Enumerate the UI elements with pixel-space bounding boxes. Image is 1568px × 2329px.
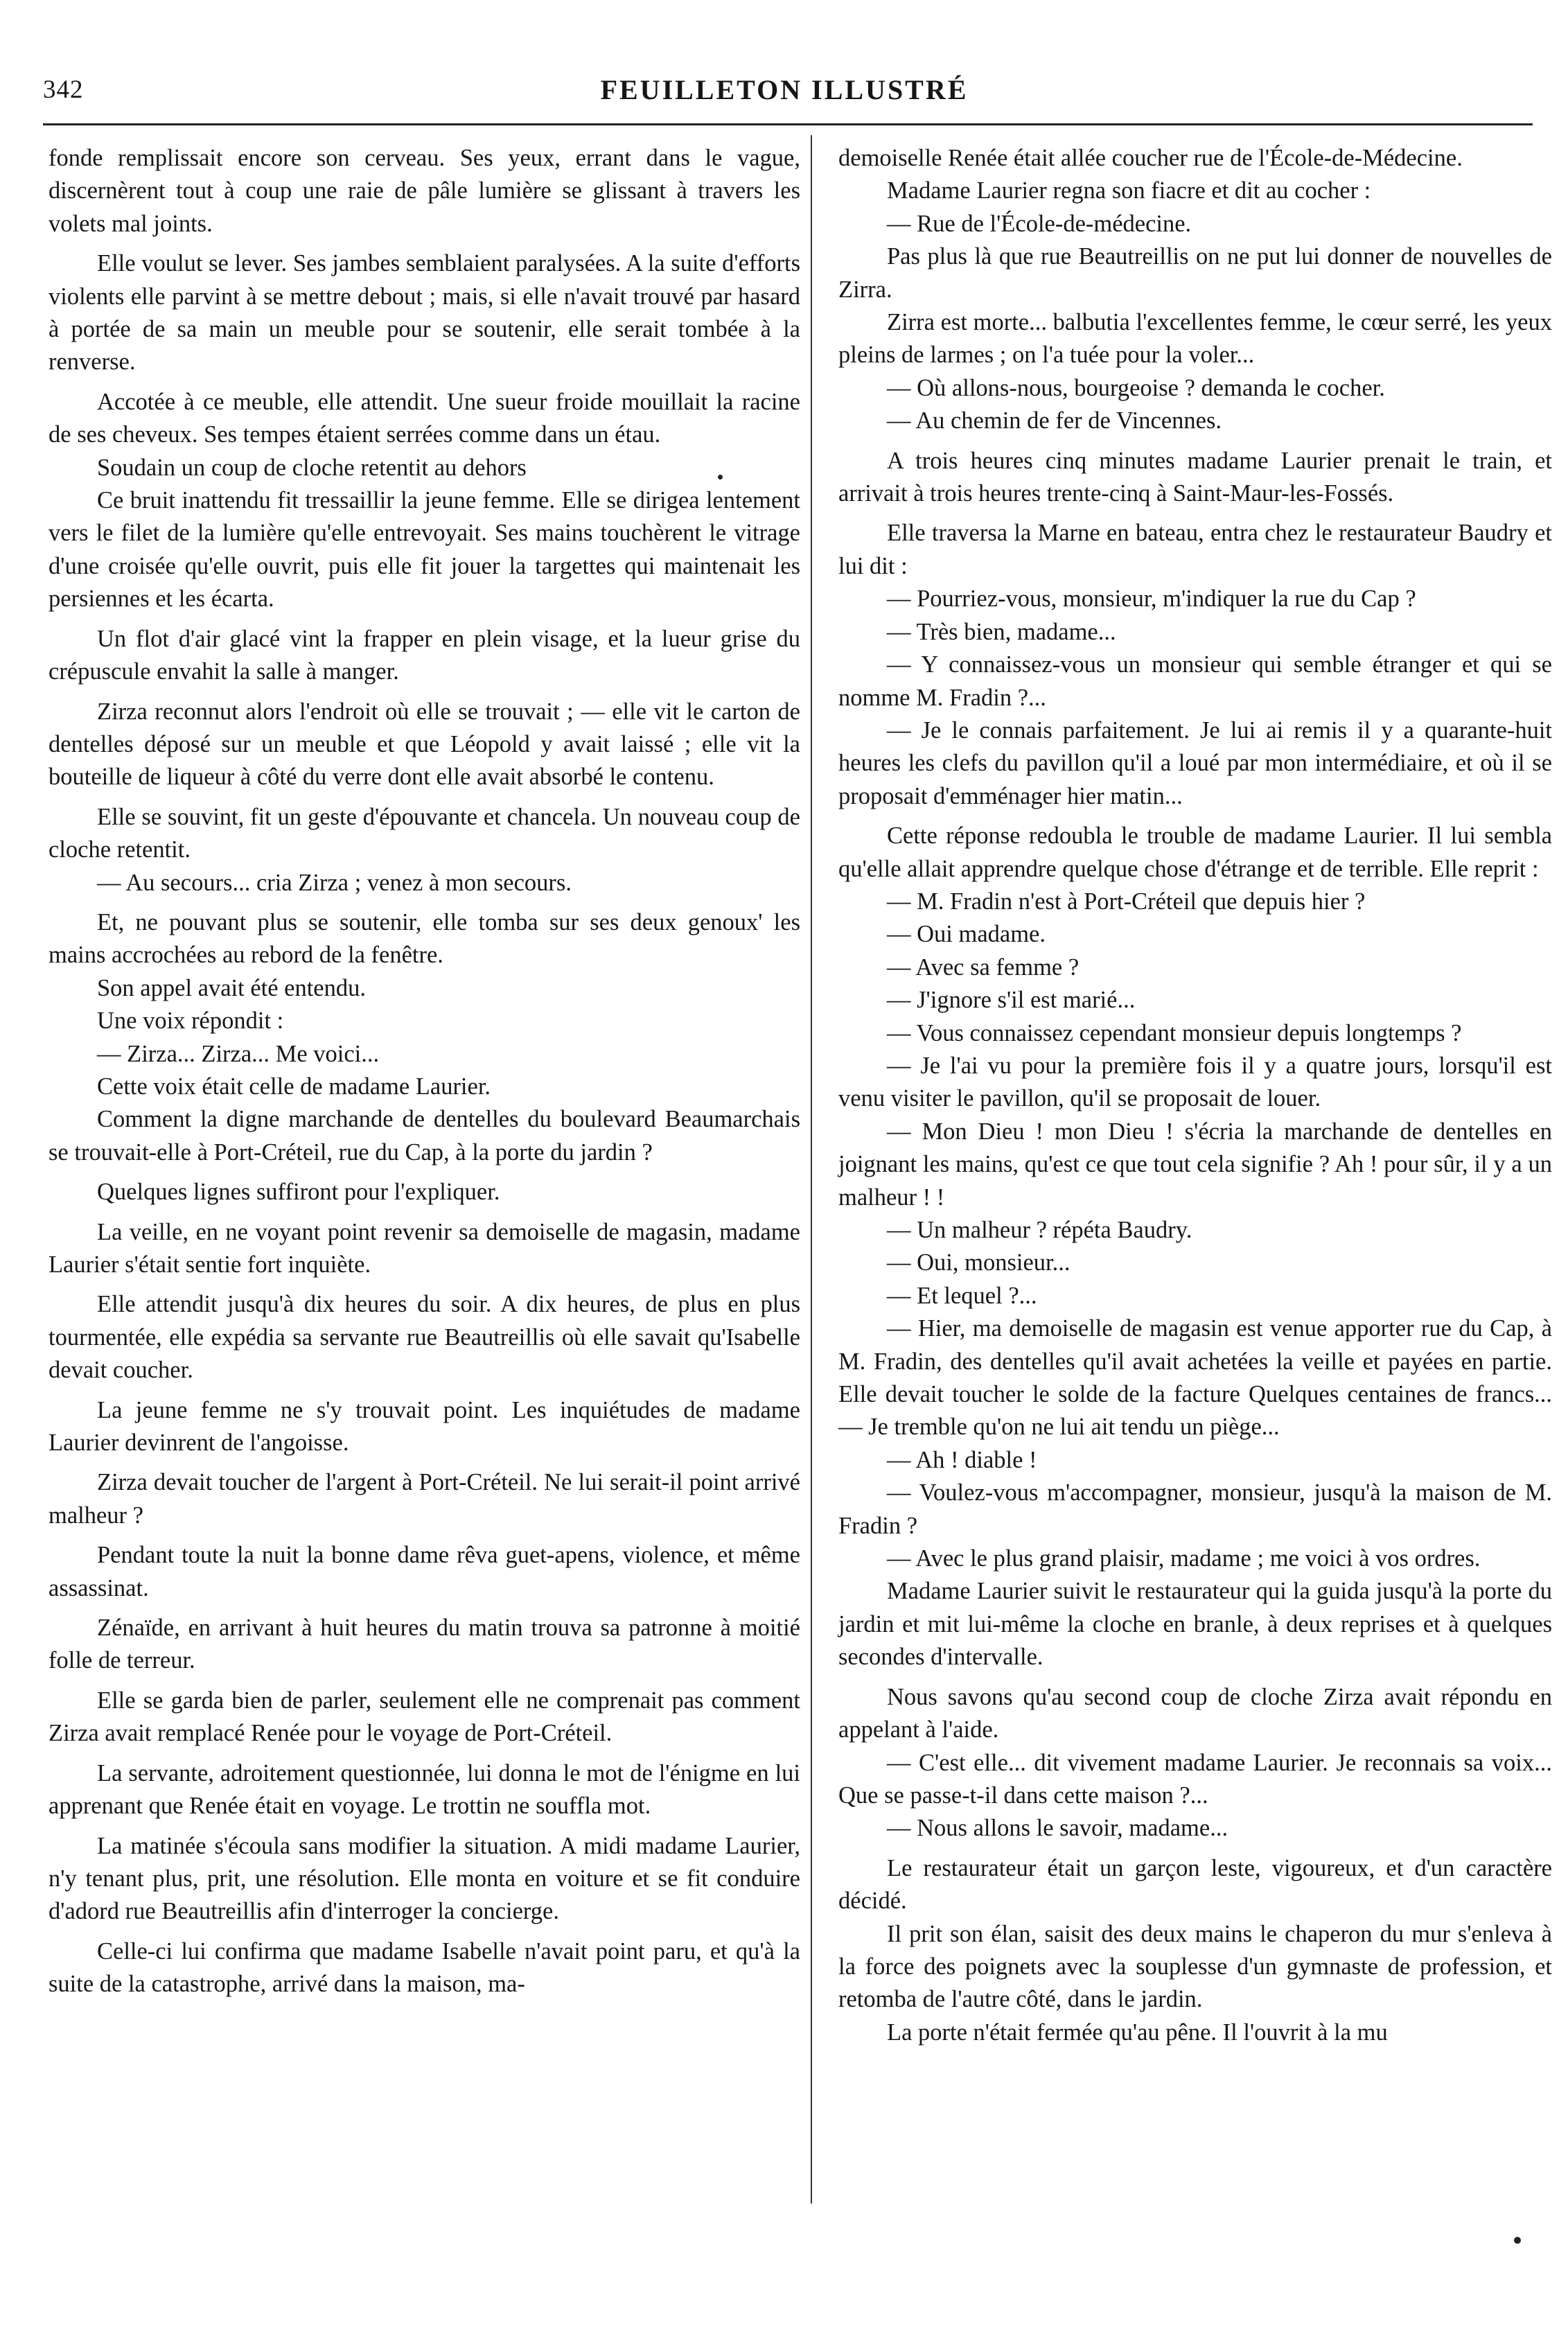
- paragraph: Pas plus là que rue Beautreillis on ne put lui donner de nouvelles de Zirra.: [838, 243, 1552, 303]
- paragraph: Quelques lignes suffiront pour l'expliquer.: [97, 1179, 500, 1206]
- paragraph: Et, ne pouvant plus se soutenir, elle tomba sur ses deux genoux' les mains accrochées au rebord de la fenêtre.: [49, 908, 800, 969]
- paragraph: — Avec le plus grand plaisir, madame ; me voici à vos ordres.: [887, 1545, 1481, 1572]
- paragraph: Accotée à ce meuble, elle attendit. Une sueur froide mouillait la racine de ses cheveux. Ses tempes étaient serrées comme dans un étau.: [49, 388, 800, 448]
- paragraph: Pendant toute la nuit la bonne dame rêva guet-apens, violence, et même assassinat.: [49, 1542, 800, 1601]
- paragraph: — M. Fradin n'est à Port-Créteil que depuis hier ?: [887, 888, 1366, 915]
- paragraph: Cette voix était celle de madame Laurier.: [97, 1073, 491, 1100]
- paragraph: Madame Laurier regna son fiacre et dit au cocher :: [887, 177, 1371, 204]
- paragraph: Zénaïde, en arrivant à huit heures du matin trouva sa patronne à moitié folle de terreur.: [49, 1615, 800, 1674]
- paragraph: — Y connaissez-vous un monsieur qui semble étranger et qui se nomme M. Fradin ?...: [838, 651, 1552, 711]
- column-divider: [811, 135, 812, 2204]
- paragraph: — Avec sa femme ?: [887, 953, 1080, 981]
- page-header: [43, 73, 1526, 114]
- paragraph: — Zirza... Zirza... Me voici...: [97, 1040, 380, 1067]
- page-number: 342: [43, 76, 84, 104]
- paragraph: La porte n'était fermée qu'au pêne. Il l'ouvrit à la mu: [887, 2019, 1388, 2046]
- paragraph: — Vous connaissez cependant monsieur depuis longtemps ?: [887, 1019, 1462, 1046]
- paragraph: — Rue de l'École-de-médecine.: [887, 210, 1192, 237]
- paragraph: — Nous allons le savoir, madame...: [887, 1815, 1228, 1842]
- paragraph: Ce bruit inattendu fit tressaillir la jeune femme. Elle se dirigea lentement vers le filet de la lumière qu'elle entrevoyait. Ses mains touchèrent le vitrage d'une croisée qu'elle ouvrit, puis elle fit jouer la targettes qui maintenait les persiennes et les écarta.: [49, 487, 800, 613]
- paragraph: — Au secours... cria Zirza ; venez à mon secours.: [97, 869, 572, 896]
- paragraph: — Au chemin de fer de Vincennes.: [887, 407, 1222, 434]
- paragraph: Un flot d'air glacé vint la frapper en plein visage, et la lueur grise du crépuscule envahit la salle à manger.: [49, 625, 800, 685]
- paragraph: — Pourriez-vous, monsieur, m'indiquer la rue du Cap ?: [887, 586, 1416, 613]
- paragraph: — Voulez-vous m'accompagner, monsieur, jusqu'à la maison de M. Fradin ?: [838, 1479, 1552, 1539]
- paragraph: Zirra est morte... balbutia l'excellentes femme, le cœur serré, les yeux pleins de larmes ; on l'a tuée pour la voler...: [838, 309, 1552, 369]
- paragraph: — Où allons-nous, bourgeoise ? demanda le cocher.: [887, 374, 1385, 401]
- paragraph: — Oui, monsieur...: [887, 1249, 1071, 1276]
- paragraph: La veille, en ne voyant point revenir sa demoiselle de magasin, madame Laurier s'était sentie fort inquiète.: [49, 1218, 800, 1278]
- paragraph: — J'ignore s'il est marié...: [887, 987, 1136, 1014]
- paragraph: Comment la digne marchande de dentelles du boulevard Beaumarchais se trouvait-elle à Port-Créteil, rue du Cap, à la porte du jardin ?: [49, 1106, 800, 1166]
- paragraph: Cette réponse redoubla le trouble de madame Laurier. Il lui sembla qu'elle allait apprendre quelque chose d'étrange et de terrible. Elle reprit :: [838, 823, 1552, 882]
- paragraph: — Mon Dieu ! mon Dieu ! s'écria la marchande de dentelles en joignant les mains, qu'est ce que tout cela signifie ? Ah ! pour sûr, il y a un malheur ! !: [838, 1118, 1552, 1211]
- paragraph: Soudain un coup de cloche retentit au dehors: [97, 454, 527, 481]
- paragraph: — Très bien, madame...: [887, 618, 1116, 645]
- paragraph: La matinée s'écoula sans modifier la situation. A midi madame Laurier, n'y tenant plus, prit, une résolution. Elle monta en voiture et se fit conduire d'adord rue Beautreillis afin d'interroger la concierge.: [49, 1832, 800, 1925]
- paragraph: — Hier, ma demoiselle de magasin est venue apporter rue du Cap, à M. Fradin, des dentelles qu'il avait achetées la veille et payées en partie. Elle devait toucher le solde de la facture Quelques centaines de francs... — Je tremble qu'on ne lui ait tendu un piège...: [838, 1315, 1552, 1441]
- paragraph: Zirza reconnut alors l'endroit où elle se trouvait ; — elle vit le carton de dentelles déposé sur un meuble et que Léopold y avait laissé ; elle vit la bouteille de liqueur à côté du verre dont elle avait absorbé le contenu.: [49, 698, 800, 791]
- ink-speck: [1514, 2237, 1521, 2244]
- paragraph: — Et lequel ?...: [887, 1282, 1037, 1309]
- paragraph: Le restaurateur était un garçon leste, vigoureux, et d'un caractère décidé.: [838, 1854, 1552, 1915]
- ink-speck: [718, 475, 723, 480]
- left-column: [49, 142, 800, 2001]
- paragraph: Elle voulut se lever. Ses jambes semblaient paralysées. A la suite d'efforts violents elle parvint à se mettre debout ; mais, si elle n'avait trouvé par hasard à portée de sa main un meuble pour se soutenir, elle serait tombée à la renverse.: [49, 250, 800, 376]
- paragraph: — Ah ! diable !: [887, 1446, 1037, 1473]
- paragraph: Zirza devait toucher de l'argent à Port-Créteil. Ne lui serait-il point arrivé malheur ?: [49, 1469, 800, 1529]
- paragraph: La servante, adroitement questionnée, lui donna le mot de l'énigme en lui apprenant que Renée était en voyage. Le trottin ne souffla mot.: [49, 1759, 800, 1820]
- paragraph: Elle traversa la Marne en bateau, entra chez le restaurateur Baudry et lui dit :: [838, 520, 1552, 579]
- paragraph: — C'est elle... dit vivement madame Laurier. Je reconnais sa voix... Que se passe-t-il dans cette maison ?...: [838, 1749, 1552, 1809]
- paragraph: — Je l'ai vu pour la première fois il y a quatre jours, lorsqu'il est venu visiter le pavillon, qu'il se proposait de louer.: [838, 1052, 1552, 1112]
- paragraph: Elle se garda bien de parler, seulement elle ne comprenait pas comment Zirza avait remplacé Renée pour le voyage de Port-Créteil.: [49, 1687, 800, 1747]
- paragraph: — Oui madame.: [887, 921, 1046, 948]
- paragraph: — Un malheur ? répéta Baudry.: [887, 1217, 1192, 1243]
- paragraph: fonde remplissait encore son cerveau. Ses yeux, errant dans le vague, discernèrent tout à coup une raie de pâle lumière se glissant à travers les volets mal joints.: [49, 145, 800, 237]
- paragraph: Une voix répondit :: [97, 1008, 284, 1035]
- paragraph: Nous savons qu'au second coup de cloche Zirza avait répondu en appelant à l'aide.: [838, 1683, 1552, 1743]
- paragraph: La jeune femme ne s'y trouvait point. Les inquiétudes de madame Laurier devinrent de l'angoisse.: [49, 1396, 800, 1457]
- paragraph: Son appel avait été entendu.: [97, 974, 366, 1001]
- header-rule: [43, 123, 1533, 125]
- paragraph: Celle-ci lui confirma que madame Isabelle n'avait point paru, et qu'à la suite de la catastrophe, arrivé dans la maison, ma-: [49, 1937, 800, 1998]
- paragraph: — Je le connais parfaitement. Je lui ai remis il y a quarante-huit heures les clefs du pavillon qu'il a loué par mon intermédiaire, et où il se proposait d'emménager hier matin...: [838, 717, 1552, 809]
- paragraph: Elle attendit jusqu'à dix heures du soir. A dix heures, de plus en plus tourmentée, elle expédia sa servante rue Beautreillis où elle savait qu'Isabelle devait coucher.: [49, 1291, 800, 1384]
- paragraph: Madame Laurier suivit le restaurateur qui la guida jusqu'à la porte du jardin et mit lui-même la cloche en branle, à deux reprises et à quelques secondes d'intervalle.: [838, 1578, 1552, 1671]
- paragraph: A trois heures cinq minutes madame Laurier prenait le train, et arrivait à trois heures trente-cinq à Saint-Maur-les-Fossés.: [838, 447, 1552, 507]
- right-column: [838, 142, 1552, 2049]
- paragraph: Il prit son élan, saisit des deux mains le chaperon du mur s'enleva à la force des poignets avec la souplesse d'un gymnaste de profession, et retomba de l'autre côté, dans le jardin.: [838, 1920, 1552, 2013]
- page-title: FEUILLETON ILLUSTRÉ: [600, 74, 969, 105]
- paragraph: demoiselle Renée était allée coucher rue de l'École-de-Médecine.: [838, 145, 1463, 171]
- paragraph: Elle se souvint, fit un geste d'épouvante et chancela. Un nouveau coup de cloche retentit.: [49, 803, 800, 863]
